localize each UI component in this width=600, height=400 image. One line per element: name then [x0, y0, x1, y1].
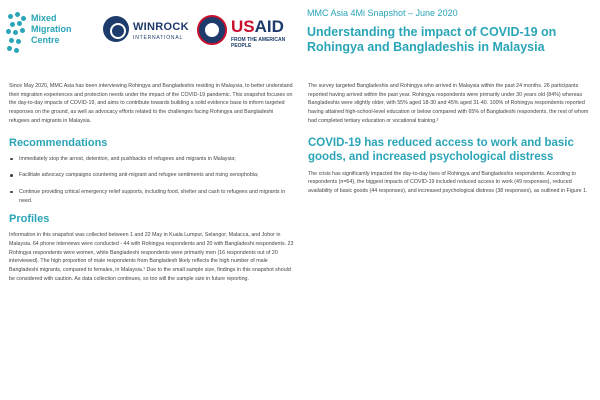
survey-paragraph: The survey targeted Bangladeshis and Rohingya who arrived in Malaysia within the past 24 months. 26 participants reported having arrived within the past year. Rohingya respondents were primarily under 30 years old (84%) whereas Bangladeshis were slightly older, with 55% aged 18-30 and 45% aged 31-40. 100% of Rohingya respondents reported having attained high-school-level education or below compared with 65% of Bangladeshi respondents, the rest of whom had completed tertiary education or vocational training.²	[308, 83, 589, 124]
left-column	[9, 82, 295, 284]
winrock-logo	[103, 16, 193, 48]
recommendation-item: Facilitate advocacy campaigns countering anti-migrant and refugee sentiments and rising xenophobia;	[9, 171, 295, 180]
mmc-dots-icon	[6, 12, 28, 56]
winrock-emblem-icon	[103, 16, 129, 42]
winrock-logo-sub: INTERNATIONAL	[133, 35, 184, 41]
mmc-logo-line3: Centre	[31, 35, 60, 45]
snapshot-label: MMC Asia 4Mi Snapshot – June 2020	[307, 8, 458, 18]
mmc-logo-line1: Mixed	[31, 13, 57, 23]
intro-paragraph: Since May 2020, MMC Asia has been interviewing Rohingya and Bangladeshis residing in Malaysia, to better understand their migration experiences and protection needs under the impact of the COVID-19 pandemic. This snapshot focuses on the day-to-day impacts of COVID-19, and aims to contribute towards building a solid evidence base to inform targeted responses on the ground, as well as advocacy efforts related to the challenges facing Rohingya and Bangladeshi refugees and migrants in Malaysia.	[9, 83, 293, 124]
recommendations-list	[9, 155, 295, 206]
recommendation-item: Immediately stop the arrest, detention, and pushbacks of refugees and migrants in Malaysia;	[9, 155, 295, 164]
winrock-logo-name: WINROCK	[133, 21, 189, 33]
right-column	[308, 82, 594, 196]
recommendation-item: Continue providing critical emergency relief supports, including food, shelter and cash to refugees and migrants in need.	[9, 188, 295, 205]
usaid-logo	[197, 15, 297, 49]
usaid-logo-name-aid: AID	[254, 17, 284, 36]
covid-impact-heading: COVID-19 has reduced access to work and basic goods, and increased psychological distress	[308, 136, 574, 163]
usaid-logo-name	[231, 17, 284, 37]
covid-impact-paragraph: The crisis has significantly impacted the day-to-day lives of Rohingya and Bangladeshis respondents. According to respondents (n=64), the biggest impacts of COVID-19 included reduced access to work (49 responses), reduced availability of basic goods (44 responses), and increased psychological distress (38 responses), as outlined in Figure 1.	[308, 170, 588, 194]
usaid-seal-icon	[197, 15, 227, 45]
usaid-logo-name-us: US	[231, 17, 255, 36]
profiles-heading: Profiles	[9, 213, 50, 226]
mmc-logo-line2: Migration	[31, 24, 72, 34]
recommendations-heading: Recommendations	[9, 136, 108, 149]
page-title: Understanding the impact of COVID-19 on Rohingya and Bangladeshis in Malaysia	[307, 25, 557, 54]
usaid-logo-sub: FROM THE AMERICAN PEOPLE	[231, 37, 286, 49]
profiles-paragraph: Information in this snapshot was collected between 1 and 22 May in Kuala Lumpur, Selangor, Malacca, and Johor in Malaysia. 64 phone interviews were conducted - 44 with Rohingya respondents and 20 with Bangladeshi respondents. 23 Rohingya respondents were women, while Bangladeshi respondents were primarily men (16 respondents out of 20 interviewed). The high proportion of male respondents from Bangladesh likely reflects the high number of male Bangladeshi migrants, compared to females, in Malaysia.¹ Due to the small sample size, findings in this snapshot should be considered with caution. As data collection continues, so too will the sample size in future reporting.	[9, 232, 294, 282]
mixed-migration-centre-logo	[6, 12, 106, 56]
page-header	[0, 0, 600, 72]
